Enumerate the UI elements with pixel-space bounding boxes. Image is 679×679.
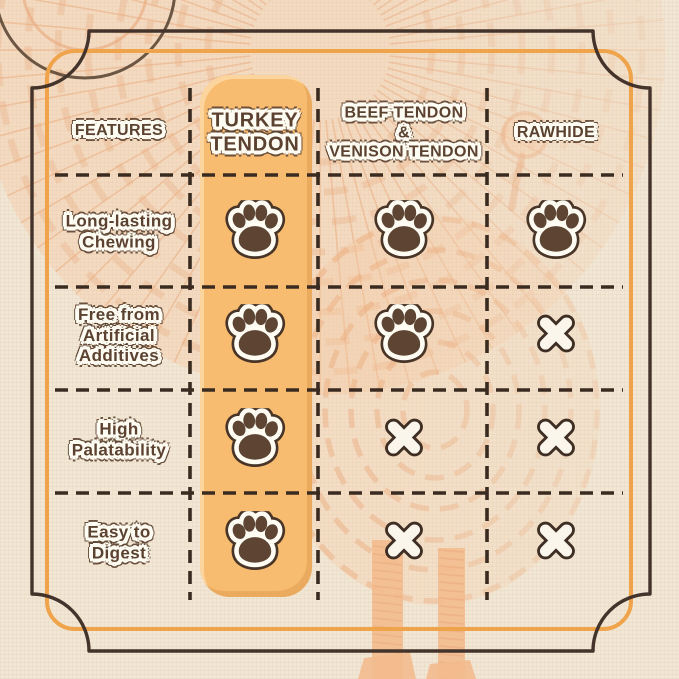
column-header-features: FEATURES (74, 122, 164, 140)
cross-icon (533, 415, 579, 466)
feature-label: Free from Artificial Additives (77, 304, 161, 366)
paw-icon (223, 408, 287, 472)
paw-icon (524, 200, 588, 264)
cross-icon (381, 415, 427, 466)
paw-icon (223, 200, 287, 264)
feature-label: Long-lasting Chewing (65, 211, 173, 251)
column-header-rawhide: RAWHIDE (516, 124, 596, 142)
cross-icon (533, 311, 579, 362)
cross-icon (381, 518, 427, 569)
feature-label: High Palatability (71, 419, 167, 459)
paw-icon (223, 511, 287, 575)
column-header-beef-venison-tendon: BEEF TENDON & VENISON TENDON (329, 104, 479, 161)
column-header-turkey-tendon: TURKEY TENDON (210, 109, 300, 156)
paw-icon (372, 200, 436, 264)
feature-label: Easy to Digest (87, 522, 151, 562)
paw-icon (223, 304, 287, 368)
cross-icon (533, 518, 579, 569)
paw-icon (372, 304, 436, 368)
